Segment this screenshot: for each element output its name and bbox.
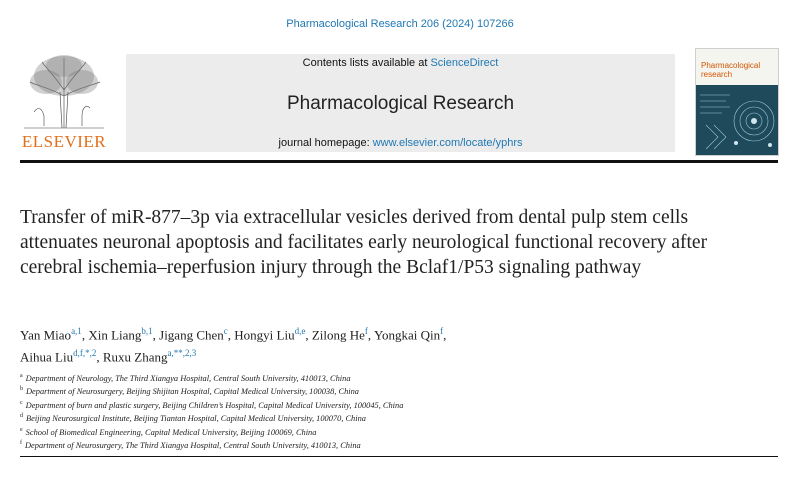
author-affiliation-marker[interactable]: d,f,*,2 xyxy=(73,348,97,359)
cover-pattern-icon xyxy=(696,85,778,155)
affiliation-text: School of Biomedical Engineering, Capital Medical University, Beijing 100069, China xyxy=(25,427,317,437)
affiliation-key: f xyxy=(20,439,22,446)
affiliation-item xyxy=(20,411,720,424)
author-name[interactable]: Zilong He xyxy=(311,327,365,343)
publisher-wordmark: ELSEVIER xyxy=(21,132,107,151)
author-separator: , xyxy=(227,327,235,343)
header-divider xyxy=(20,160,778,163)
author-separator: , xyxy=(81,327,89,343)
author-affiliation-marker[interactable]: c xyxy=(223,326,228,336)
affiliation-list xyxy=(20,371,720,451)
journal-header xyxy=(20,48,778,158)
elsevier-tree-icon xyxy=(20,52,108,130)
author-affiliation-marker[interactable]: f xyxy=(440,326,444,336)
affiliation-key: d xyxy=(20,413,23,420)
author-separator: , xyxy=(152,327,160,343)
author-name[interactable]: Xin Liang xyxy=(88,327,142,343)
sciencedirect-link[interactable]: ScienceDirect xyxy=(430,57,499,69)
author-separator: , xyxy=(443,327,447,343)
author-separator: , xyxy=(96,349,103,365)
author-name[interactable]: Yongkai Qin xyxy=(373,327,441,343)
author-separator: , xyxy=(367,327,374,343)
author-affiliation-marker[interactable]: d,e xyxy=(294,326,306,336)
author-affiliation-marker[interactable]: f xyxy=(364,326,368,336)
affiliation-text: Department of burn and plastic surgery, Beijing Children’s Hospital, Capital Medical University, 100045, China xyxy=(25,400,404,410)
affiliation-text: Beijing Neurosurgical Institute, Beijing Tiantan Hospital, Capital Medical University, 100070, China xyxy=(26,413,366,423)
affiliation-text: Department of Neurosurgery, Beijing Shijitan Hospital, Capital Medical University, 100038, China xyxy=(26,387,359,397)
author-name[interactable]: Yan Miao xyxy=(20,327,72,343)
contents-availability: Contents lists available at ScienceDirect xyxy=(302,57,499,69)
journal-name: Pharmacological Research xyxy=(286,93,515,114)
author-affiliation-marker[interactable]: a,1 xyxy=(71,326,82,336)
homepage-link[interactable]: www.elsevier.com/locate/yphrs xyxy=(372,137,523,149)
author-name[interactable]: Jigang Chen xyxy=(159,327,224,343)
cover-artwork xyxy=(696,85,778,155)
elsevier-logo[interactable] xyxy=(20,52,108,156)
journal-cover-thumbnail[interactable] xyxy=(695,48,779,156)
author-name[interactable]: Ruxu Zhang xyxy=(102,349,168,365)
journal-homepage: journal homepage: www.elsevier.com/locate/yphrs xyxy=(278,137,523,149)
affiliation-item xyxy=(20,438,720,451)
author-separator: , xyxy=(305,327,312,343)
affiliation-text: Department of Neurology, The Third Xiangya Hospital, Central South University, 410013, China xyxy=(25,373,351,383)
footer-divider xyxy=(20,456,778,457)
journal-banner xyxy=(126,54,675,152)
journal-reference[interactable]: Pharmacological Research 206 (2024) 107266 xyxy=(286,18,514,30)
affiliation-key: b xyxy=(20,386,23,393)
affiliation-item xyxy=(20,384,720,397)
affiliation-item xyxy=(20,425,720,438)
article-title: Transfer of miR-877–3p via extracellular vesicles derived from dental pulp stem cells attenuates neuronal apoptosis and facilitates early neurological functional recovery after cerebral ischemia–reperfusion injury through the Bclaf1/P53 signaling pathway xyxy=(20,207,708,278)
affiliation-text: Department of Neurosurgery, The Third Xiangya Hospital, Central South University, 410013, China xyxy=(25,440,361,450)
author-name[interactable]: Hongyi Liu xyxy=(234,327,295,343)
author-name[interactable]: Aihua Liu xyxy=(20,349,74,365)
affiliation-key: a xyxy=(20,373,23,379)
affiliation-item xyxy=(20,398,720,411)
affiliation-item xyxy=(20,371,720,384)
cover-title: Pharmacological research xyxy=(701,61,761,79)
author-list xyxy=(20,322,740,367)
affiliation-key: e xyxy=(20,426,23,433)
affiliation-key: c xyxy=(20,399,23,406)
author-affiliation-marker[interactable]: b,1 xyxy=(141,326,153,336)
author-affiliation-marker[interactable]: a,**,2,3 xyxy=(167,348,197,359)
